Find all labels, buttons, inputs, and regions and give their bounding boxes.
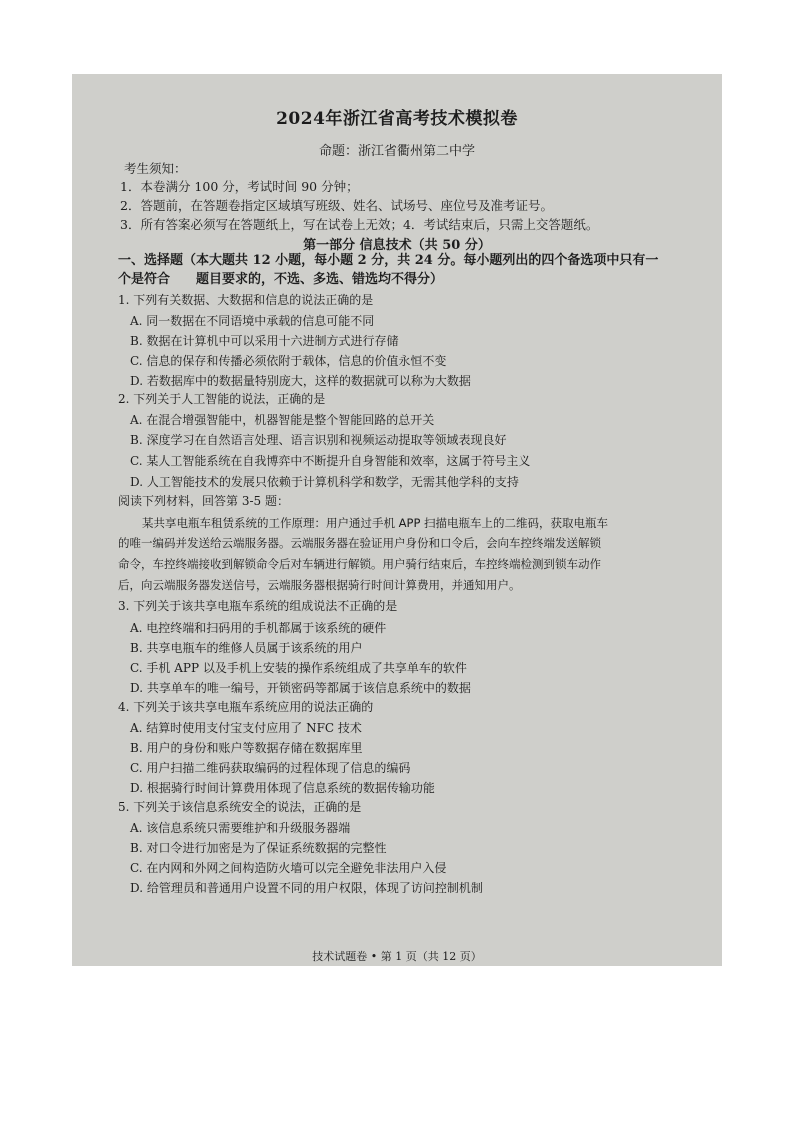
question-stem: 5. 下列关于该信息系统安全的说法，正确的是 <box>118 800 362 814</box>
reading-passage-line: 的唯一编码并发送给云端服务器。云端服务器在验证用户身份和口令后，会向车控终端发送解锁 <box>118 536 601 550</box>
question-option: A. 结算时使用支付宝支付应用了 NFC 技术 <box>130 721 362 735</box>
question-option: C. 用户扫描二维码获取编码的过程体现了信息的编码 <box>130 761 411 775</box>
page-footer: 技术试题卷 • 第 1 页（共 12 页） <box>312 950 482 963</box>
question-option: D. 若数据库中的数据量特别庞大，这样的数据就可以称为大数据 <box>130 374 471 388</box>
question-stem: 1. 下列有关数据、大数据和信息的说法正确的是 <box>118 293 374 307</box>
reading-intro: 阅读下列材料，回答第 3-5 题： <box>118 494 289 508</box>
question-option: C. 某人工智能系统在自我博弈中不断提升自身智能和效率，这属于符号主义 <box>130 454 531 468</box>
question-option: D. 根据骑行时间计算费用体现了信息系统的数据传输功能 <box>130 781 435 795</box>
question-option: B. 数据在计算机中可以采用十六进制方式进行存储 <box>130 334 399 348</box>
question-option: D. 共享单车的唯一编号，开锁密码等都属于该信息系统中的数据 <box>130 681 471 695</box>
question-option: C. 手机 APP 以及手机上安装的操作系统组成了共享单车的软件 <box>130 661 467 675</box>
reading-passage-line: 某共享电瓶车租赁系统的工作原理：用户通过手机 APP 扫描电瓶车上的二维码，获取电瓶车 <box>142 516 609 530</box>
note-item: 1．本卷满分 100 分，考试时间 90 分钟； <box>120 179 359 194</box>
question-stem: 3. 下列关于该共享电瓶车系统的组成说法不正确的是 <box>118 599 398 613</box>
question-option: B. 深度学习在自然语言处理、语言识别和视频运动提取等领域表现良好 <box>130 433 507 447</box>
question-option: B. 共享电瓶车的维修人员属于该系统的用户 <box>130 641 363 655</box>
question-option: D. 给管理员和普通用户设置不同的用户权限，体现了访问控制机制 <box>130 881 483 895</box>
question-option: C. 在内网和外网之间构造防火墙可以完全避免非法用户入侵 <box>130 861 447 875</box>
question-option: D. 人工智能技术的发展只依赖于计算机科学和数学，无需其他学科的支持 <box>130 475 519 489</box>
section-heading-line1: 一、选择题（本大题共 12 小题，每小题 2 分，共 24 分。每小题列出的四个备选项中只有一 <box>118 253 659 268</box>
notes-heading: 考生须知： <box>124 161 187 176</box>
part-one-title: 第一部分 信息技术（共 50 分） <box>303 238 491 253</box>
question-option: A. 该信息系统只需要维护和升级服务器端 <box>130 821 351 835</box>
reading-passage-line: 命令，车控终端接收到解锁命令后对车辆进行解锁。用户骑行结束后，车控终端检测到锁车动作 <box>118 557 601 571</box>
section-heading-line2: 个是符合 题目要求的，不选、多选、错选均不得分） <box>118 272 444 287</box>
note-item: 3．所有答案必须写在答题纸上，写在试卷上无效；4．考试结束后，只需上交答题纸。 <box>120 217 599 232</box>
question-option: A. 电控终端和扫码用的手机都属于该系统的硬件 <box>130 621 387 635</box>
exam-sheet <box>72 74 722 966</box>
note-item: 2．答题前，在答题卷指定区域填写班级、姓名、试场号、座位号及准考证号。 <box>120 198 553 213</box>
question-option: B. 对口令进行加密是为了保证系统数据的完整性 <box>130 841 387 855</box>
question-option: A. 在混合增强智能中，机器智能是整个智能回路的总开关 <box>130 413 435 427</box>
question-option: B. 用户的身份和账户等数据存储在数据库里 <box>130 741 363 755</box>
reading-passage-line: 后，向云端服务器发送信号，云端服务器根据骑行时间计算费用，并通知用户。 <box>118 578 521 592</box>
question-option: A. 同一数据在不同语境中承载的信息可能不同 <box>130 314 375 328</box>
exam-setter: 命题：浙江省衢州第二中学 <box>318 144 475 159</box>
question-stem: 4. 下列关于该共享电瓶车系统应用的说法正确的 <box>118 700 374 714</box>
question-option: C. 信息的保存和传播必须依附于载体，信息的价值永恒不变 <box>130 354 447 368</box>
exam-title: 2024年浙江省高考技术模拟卷 <box>276 109 518 129</box>
question-stem: 2. 下列关于人工智能的说法，正确的是 <box>118 392 326 406</box>
